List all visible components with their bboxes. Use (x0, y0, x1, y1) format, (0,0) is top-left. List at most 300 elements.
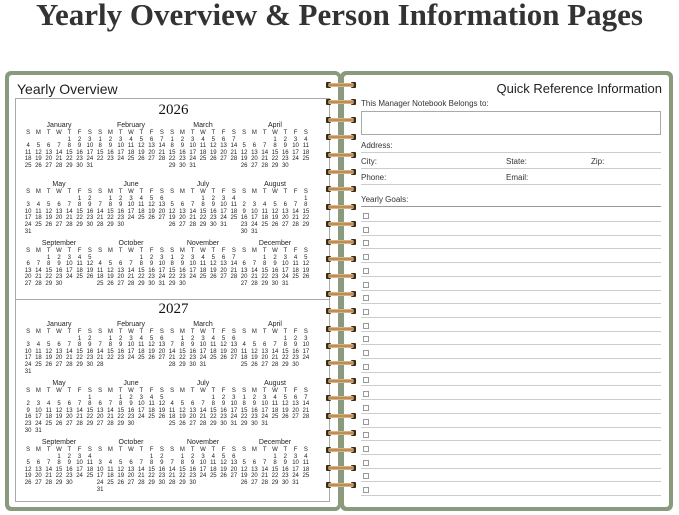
goal-checkbox[interactable] (363, 282, 369, 288)
day-number: 4 (201, 254, 205, 261)
weekday-label: T (211, 248, 216, 254)
day-number: 6 (283, 202, 287, 209)
goal-line[interactable] (361, 262, 661, 263)
zip-label: Zip: (591, 157, 605, 166)
day-number: 8 (149, 460, 154, 467)
day-number: 11 (148, 401, 155, 408)
day-number: 23 (24, 420, 32, 427)
day-number: 25 (107, 479, 114, 486)
empty-day (280, 196, 290, 203)
day-number: 21 (292, 215, 299, 222)
day-number: 18 (96, 274, 104, 281)
goal-checkbox[interactable] (363, 446, 369, 452)
day-number: 30 (251, 420, 258, 427)
day-number: 29 (179, 479, 186, 486)
spiral-ring (326, 237, 356, 247)
day-number: 7 (263, 460, 267, 467)
day-number: 9 (242, 208, 246, 215)
day-number: 8 (108, 202, 113, 209)
empty-day (116, 255, 126, 262)
month-calendar (167, 379, 239, 428)
day-number: 24 (127, 355, 135, 362)
address-line[interactable] (361, 168, 661, 169)
day-number: 24 (86, 156, 94, 163)
day-number: 19 (168, 215, 176, 222)
weekday-label: S (98, 388, 103, 394)
goal-line[interactable] (361, 344, 661, 345)
weekday-label: S (170, 388, 175, 394)
day-number: 24 (189, 274, 197, 281)
goal-checkbox[interactable] (363, 323, 369, 329)
yearly-overview-heading: Yearly Overview (17, 81, 118, 97)
goal-line[interactable] (361, 303, 661, 304)
day-number: 4 (26, 143, 30, 150)
month-name: June (123, 181, 139, 188)
day-number: 23 (179, 156, 186, 163)
spiral-binding (326, 80, 356, 500)
month-grid (239, 248, 311, 288)
day-number: 16 (251, 407, 258, 414)
day-number: 21 (271, 355, 279, 362)
spiral-ring (326, 428, 356, 438)
weekday-label: F (77, 189, 82, 195)
day-number: 16 (189, 466, 197, 473)
weekday-label: T (190, 447, 195, 453)
day-number: 13 (117, 267, 125, 274)
month-grid (23, 130, 95, 170)
day-number: 19 (117, 473, 125, 480)
weekday-label: M (35, 248, 41, 254)
month-name: July (196, 380, 210, 387)
day-number: 20 (45, 156, 53, 163)
goal-line[interactable] (361, 481, 661, 482)
day-number: 7 (36, 261, 41, 268)
spiral-ring (326, 341, 356, 351)
day-number: 11 (35, 348, 42, 355)
goal-checkbox[interactable] (363, 460, 369, 466)
day-number: 7 (232, 254, 236, 261)
weekday-label: M (107, 329, 113, 335)
day-number: 30 (189, 479, 197, 486)
day-number: 19 (179, 414, 186, 421)
day-number: 19 (86, 267, 94, 274)
day-number: 24 (76, 473, 83, 480)
weekday-label: M (107, 388, 113, 394)
goal-line[interactable] (361, 399, 661, 400)
day-number: 7 (232, 136, 236, 143)
day-number: 3 (67, 254, 71, 261)
month-calendar (167, 239, 239, 288)
day-number: 27 (251, 479, 258, 486)
day-number: 25 (168, 420, 176, 427)
day-number: 1 (170, 254, 174, 261)
empty-day (260, 196, 270, 203)
goal-checkbox[interactable] (363, 240, 369, 246)
weekday-label: S (303, 248, 308, 254)
day-number: 25 (137, 355, 145, 362)
weekday-label: T (118, 447, 123, 453)
day-number: 20 (251, 473, 258, 480)
empty-day (105, 255, 115, 262)
empty-day (64, 336, 74, 343)
weekday-label: S (26, 329, 31, 335)
weekday-label: W (128, 329, 134, 335)
goal-checkbox[interactable] (363, 227, 369, 233)
day-number: 27 (230, 355, 238, 362)
month-grid (23, 189, 95, 235)
month-calendar (167, 320, 239, 369)
day-number: 11 (86, 460, 93, 467)
day-number: 31 (251, 228, 258, 235)
empty-day (95, 255, 105, 262)
goal-checkbox[interactable] (363, 473, 369, 479)
address-line[interactable] (361, 152, 661, 153)
day-number: 12 (302, 261, 310, 268)
day-number: 24 (137, 414, 145, 421)
weekday-label: T (190, 329, 195, 335)
day-number: 8 (242, 401, 246, 408)
goal-line[interactable] (361, 331, 661, 332)
day-number: 10 (230, 401, 238, 408)
day-number: 25 (209, 355, 217, 362)
spiral-ring (326, 358, 356, 368)
day-number: 20 (158, 208, 166, 215)
goal-line[interactable] (361, 276, 661, 277)
weekday-label: T (190, 248, 195, 254)
day-number: 14 (158, 143, 166, 150)
day-number: 24 (220, 215, 227, 222)
day-number: 4 (304, 136, 308, 143)
goal-checkbox[interactable] (363, 254, 369, 260)
weekday-label: W (272, 130, 278, 136)
day-number: 5 (149, 335, 154, 342)
day-number: 12 (24, 466, 32, 473)
day-number: 31 (189, 162, 197, 169)
goal-checkbox[interactable] (363, 487, 369, 493)
month-calendar (167, 438, 239, 487)
weekday-label: T (67, 329, 72, 335)
quick-reference-page (344, 75, 669, 507)
month-grid (167, 248, 239, 288)
day-number: 18 (302, 466, 310, 473)
goal-line[interactable] (361, 468, 661, 469)
day-number: 15 (168, 149, 176, 156)
weekday-label: T (283, 248, 288, 254)
goal-line[interactable] (361, 358, 661, 359)
day-number: 14 (96, 348, 104, 355)
month-calendar (239, 121, 311, 170)
goal-checkbox[interactable] (363, 350, 369, 356)
day-number: 21 (168, 473, 176, 480)
day-number: 23 (86, 215, 94, 222)
day-number: 26 (209, 274, 217, 281)
day-number: 30 (292, 361, 299, 368)
empty-day (239, 336, 249, 343)
weekday-label: S (303, 329, 308, 335)
day-number: 9 (26, 407, 30, 414)
day-number: 30 (76, 162, 83, 169)
day-number: 18 (209, 466, 217, 473)
day-number: 17 (65, 267, 73, 274)
weekday-label: S (159, 329, 164, 335)
goal-line[interactable] (361, 385, 661, 386)
weekday-label: T (118, 130, 123, 136)
day-number: 26 (271, 221, 279, 228)
day-number: 2 (160, 453, 164, 460)
day-number: 24 (302, 355, 310, 362)
day-number: 7 (129, 261, 133, 268)
day-number: 13 (148, 143, 155, 150)
day-number: 15 (271, 149, 279, 156)
day-number: 29 (76, 221, 83, 228)
day-number: 8 (57, 460, 61, 467)
goal-checkbox[interactable] (363, 268, 369, 274)
day-number: 1 (242, 394, 246, 401)
day-number: 6 (119, 261, 123, 268)
goal-checkbox[interactable] (363, 213, 369, 219)
day-number: 3 (98, 460, 102, 467)
weekday-label: S (242, 189, 247, 195)
day-number: 21 (199, 414, 207, 421)
day-number: 26 (148, 355, 155, 362)
day-number: 1 (119, 394, 123, 401)
empty-day (44, 137, 54, 144)
goal-checkbox[interactable] (363, 419, 369, 425)
day-number: 14 (107, 407, 114, 414)
weekday-label: M (107, 189, 113, 195)
empty-day (167, 336, 177, 343)
day-number: 23 (148, 274, 155, 281)
day-number: 22 (261, 274, 269, 281)
goal-line[interactable] (361, 317, 661, 318)
weekday-label: S (170, 248, 175, 254)
weekday-label: W (272, 388, 278, 394)
day-number: 15 (168, 267, 176, 274)
goal-line[interactable] (361, 221, 661, 222)
day-number: 13 (220, 261, 227, 268)
weekday-label: W (272, 329, 278, 335)
weekday-label: S (98, 130, 103, 136)
month-name: June (123, 380, 139, 387)
day-number: 17 (220, 208, 227, 215)
spiral-ring (326, 115, 356, 125)
day-number: 15 (261, 267, 269, 274)
weekday-label: S (231, 388, 236, 394)
day-number: 6 (129, 460, 133, 467)
weekday-label: T (262, 248, 267, 254)
weekday-label: M (251, 447, 257, 453)
day-number: 15 (240, 407, 248, 414)
day-number: 1 (77, 195, 82, 202)
day-number: 8 (283, 342, 287, 349)
day-number: 31 (158, 280, 166, 287)
day-number: 24 (158, 274, 166, 281)
day-number: 10 (96, 466, 104, 473)
day-number: 2 (273, 254, 277, 261)
goal-line[interactable] (361, 372, 661, 373)
day-number: 13 (189, 407, 197, 414)
day-number: 3 (36, 401, 41, 408)
weekday-label: M (35, 130, 41, 136)
day-number: 30 (209, 221, 217, 228)
goal-checkbox[interactable] (363, 405, 369, 411)
day-number: 22 (179, 355, 186, 362)
goal-checkbox[interactable] (363, 432, 369, 438)
day-number: 17 (302, 348, 310, 355)
day-number: 26 (251, 361, 258, 368)
day-number: 5 (119, 460, 123, 467)
goal-checkbox[interactable] (363, 364, 369, 370)
weekday-label: F (149, 130, 154, 136)
month-grid (23, 329, 95, 375)
spiral-ring (326, 184, 356, 194)
month-calendar (239, 379, 311, 428)
day-number: 9 (108, 143, 113, 150)
goal-checkbox[interactable] (363, 309, 369, 315)
day-number: 4 (170, 401, 174, 408)
contact-line[interactable] (361, 184, 661, 185)
day-number: 12 (251, 348, 258, 355)
day-number: 6 (47, 143, 51, 150)
day-number: 20 (230, 348, 238, 355)
day-number: 6 (26, 261, 30, 268)
month-grid (95, 248, 167, 288)
day-number: 23 (65, 473, 73, 480)
empty-day (23, 137, 33, 144)
day-number: 19 (271, 215, 279, 222)
spiral-ring (326, 150, 356, 160)
day-number: 16 (148, 267, 155, 274)
month-name: March (193, 321, 213, 328)
month-grid (95, 329, 167, 369)
owner-name-field[interactable] (361, 111, 661, 135)
day-number: 13 (230, 342, 238, 349)
day-number: 26 (107, 280, 114, 287)
day-number: 28 (127, 280, 135, 287)
weekday-label: F (221, 329, 226, 335)
weekday-label: W (200, 388, 206, 394)
month-calendar (23, 180, 95, 235)
goal-checkbox[interactable] (363, 377, 369, 383)
day-number: 18 (199, 267, 207, 274)
month-grid (239, 130, 311, 170)
day-number: 17 (199, 348, 207, 355)
weekday-label: M (179, 189, 185, 195)
day-number: 25 (302, 473, 310, 480)
goal-line[interactable] (361, 248, 661, 249)
day-number: 14 (35, 267, 42, 274)
yearly-goals-label: Yearly Goals: (361, 195, 409, 204)
month-grid (239, 189, 311, 235)
day-number: 24 (189, 156, 197, 163)
goal-line[interactable] (361, 454, 661, 455)
goal-line[interactable] (361, 290, 661, 291)
day-number: 15 (179, 466, 186, 473)
empty-day (270, 336, 280, 343)
day-number: 29 (199, 221, 207, 228)
day-number: 31 (199, 361, 207, 368)
day-number: 17 (127, 208, 135, 215)
goal-line[interactable] (361, 427, 661, 428)
spiral-ring (326, 97, 356, 107)
day-number: 7 (273, 342, 277, 349)
empty-day (23, 395, 33, 402)
day-number: 30 (127, 420, 135, 427)
month-calendar (167, 180, 239, 229)
goal-checkbox[interactable] (363, 391, 369, 397)
day-number: 7 (252, 261, 257, 268)
empty-day (116, 454, 126, 461)
goal-line[interactable] (361, 440, 661, 441)
day-number: 5 (211, 254, 215, 261)
day-number: 1 (108, 335, 113, 342)
day-number: 20 (148, 149, 155, 156)
month-grid (95, 447, 167, 493)
day-number: 4 (211, 453, 215, 460)
day-number: 24 (127, 215, 135, 222)
day-number: 22 (117, 414, 125, 421)
day-number: 26 (168, 221, 176, 228)
day-number: 13 (24, 267, 32, 274)
weekday-label: W (56, 248, 62, 254)
goal-line[interactable] (361, 235, 661, 236)
day-number: 30 (281, 162, 289, 169)
day-number: 5 (57, 401, 61, 408)
goal-line[interactable] (361, 413, 661, 414)
day-number: 27 (24, 280, 32, 287)
weekday-label: T (262, 447, 267, 453)
weekday-label: F (149, 388, 154, 394)
day-number: 21 (230, 149, 238, 156)
day-number: 12 (240, 149, 248, 156)
day-number: 30 (158, 479, 166, 486)
day-number: 17 (189, 149, 197, 156)
goal-checkbox[interactable] (363, 336, 369, 342)
day-number: 11 (302, 143, 309, 150)
day-number: 14 (96, 208, 104, 215)
day-number: 13 (55, 208, 63, 215)
goal-line[interactable] (361, 495, 661, 496)
day-number: 9 (88, 202, 92, 209)
weekday-label: T (67, 388, 72, 394)
weekday-label: S (87, 248, 92, 254)
day-number: 18 (168, 414, 176, 421)
weekday-label: T (190, 130, 195, 136)
day-number: 21 (230, 267, 238, 274)
spiral-ring (326, 254, 356, 264)
day-number: 31 (24, 228, 32, 235)
weekday-label: W (200, 130, 206, 136)
month-calendar (95, 239, 167, 288)
empty-day (33, 454, 43, 461)
day-number: 4 (149, 394, 154, 401)
day-number: 16 (220, 407, 227, 414)
month-name: September (41, 439, 77, 446)
day-number: 20 (179, 215, 186, 222)
spiral-ring (326, 202, 356, 212)
weekday-label: T (139, 329, 144, 335)
weekday-label: F (149, 189, 154, 195)
weekday-label: M (35, 388, 41, 394)
day-number: 10 (199, 342, 207, 349)
day-number: 19 (55, 414, 63, 421)
weekday-label: T (139, 248, 144, 254)
day-number: 4 (98, 261, 102, 268)
goal-checkbox[interactable] (363, 295, 369, 301)
day-number: 29 (107, 221, 114, 228)
day-number: 5 (242, 460, 246, 467)
day-number: 4 (36, 342, 41, 349)
